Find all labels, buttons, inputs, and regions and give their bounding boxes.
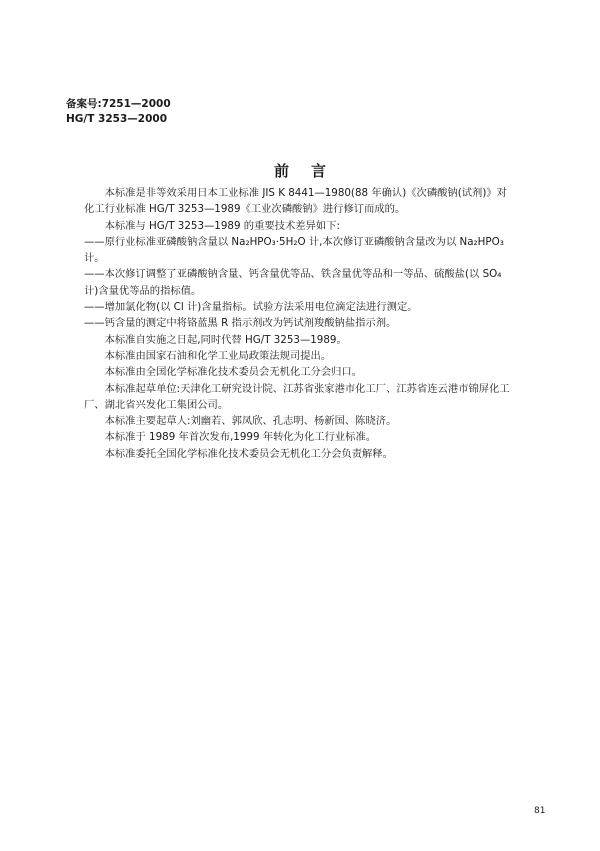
foreword-body	[84, 185, 516, 462]
paragraph: 本标准委托全国化学标准化技术委员会无机化工分会负责解释。	[104, 447, 393, 460]
page-number: 81	[534, 806, 546, 816]
standard-code: HG/T 3253—2000	[66, 113, 168, 125]
paragraph: 本标准主要起草人:刘幽若、郭凤欣、孔志明、杨新国、陈晓济。	[104, 415, 397, 428]
difference-item: ——增加氯化物(以 Cl 计)含量指标。试验方法采用电位滴定法进行测定。	[84, 301, 418, 314]
paragraph: 本标准自实施之日起,同时代替 HG/T 3253—1989。	[104, 333, 347, 346]
paragraph: 本标准由全国化学标准化技术委员会无机化工分会归口。	[104, 366, 363, 379]
difference-item: ——钙含量的测定中将铬蓝黑 R 指示剂改为钙试剂羧酸钠盐指示剂。	[84, 317, 397, 330]
document-header	[66, 97, 171, 127]
difference-item: ——本次修订调整了亚磷酸钠含量、钙含量优等品、铁含量优等品和一等品、硫酸盐(以 SO₄ 计)含量优等品的指标值。	[84, 268, 502, 297]
difference-item: ——原行业标准亚磷酸钠含量以 Na₂HPO₃·5H₂O 计,本次修订亚磷酸钠含量改为以 Na₂HPO₃ 计。	[84, 235, 504, 265]
paragraph: 本标准起草单位:天津化工研究设计院、江苏省张家港市化工厂、江苏省连云港市锦屏化工厂、湖北省兴发化工集团公司。	[84, 382, 510, 411]
paragraph: 本标准于 1989 年首次发布,1999 年转化为化工行业标准。	[104, 431, 377, 444]
paragraph: 本标准由国家石油和化学工业局政策法规司提出。	[104, 349, 332, 362]
paragraph: 本标准是非等效采用日本工业标准 JIS K 8441—1980(88 年确认)《次磷酸钠(试剂)》对化工行业标准 HG/T 3253—1989《工业次磷酸钠》进行修订而成的。	[84, 187, 507, 216]
paragraph: 本标准与 HG/T 3253—1989 的重要技术差异如下:	[104, 219, 340, 232]
record-number: 备案号:7251—2000	[66, 98, 171, 110]
page-title: 前言	[273, 162, 348, 180]
